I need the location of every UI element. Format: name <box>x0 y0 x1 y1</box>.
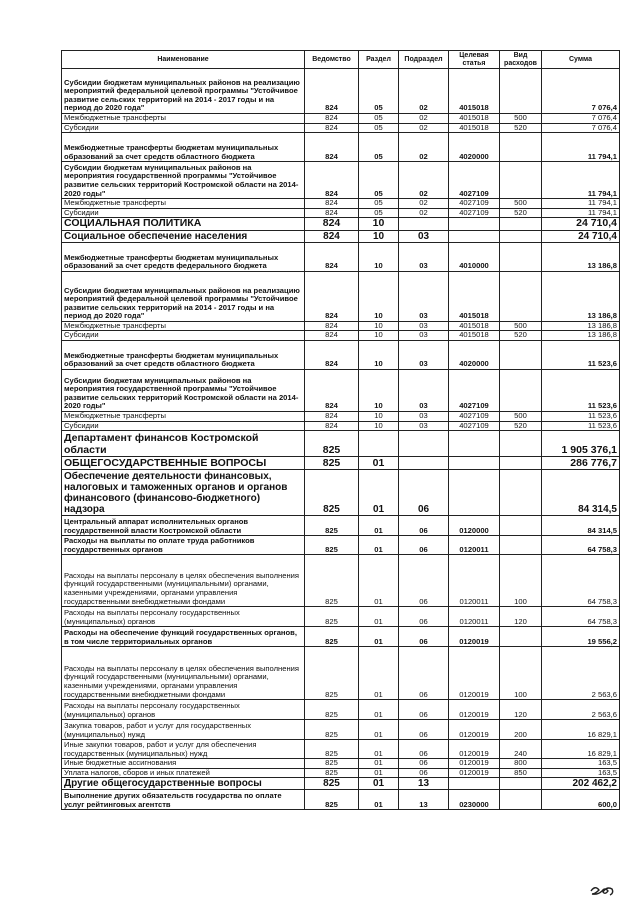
cell-amount: 202 462,2 <box>542 778 620 790</box>
cell-amount: 84 314,5 <box>542 516 620 536</box>
table-row <box>62 341 620 370</box>
cell-department: 824 <box>305 123 359 133</box>
cell-subsection: 03 <box>399 230 449 242</box>
cell-name: Межбюджетные трансферты бюджетам муниципальных образований за счет средств областного бюджета <box>62 133 305 162</box>
cell-section: 01 <box>359 740 399 759</box>
table-row <box>62 271 620 321</box>
table-row <box>62 720 620 740</box>
cell-name: Межбюджетные трансферты бюджетам муниципальных образований за счет средств областного бюджета <box>62 341 305 370</box>
cell-section: 01 <box>359 700 399 720</box>
cell-section: 10 <box>359 230 399 242</box>
cell-amount: 16 829,1 <box>542 720 620 740</box>
cell-expense-type <box>500 341 542 370</box>
cell-name: Субсидии <box>62 331 305 341</box>
cell-target-item: 0120019 <box>449 740 500 759</box>
cell-amount: 84 314,5 <box>542 470 620 516</box>
cell-target-item: 4015018 <box>449 331 500 341</box>
cell-subsection: 02 <box>399 208 449 218</box>
cell-target-item: 4027109 <box>449 208 500 218</box>
cell-target-item: 4027109 <box>449 162 500 199</box>
cell-target-item: 4015018 <box>449 321 500 331</box>
cell-subsection: 02 <box>399 123 449 133</box>
cell-department: 824 <box>305 199 359 209</box>
header-expense-type: Вид расходов <box>500 51 542 69</box>
cell-name: Межбюджетные трансферты <box>62 199 305 209</box>
cell-amount: 16 829,1 <box>542 740 620 759</box>
cell-department: 824 <box>305 208 359 218</box>
cell-subsection: 03 <box>399 412 449 422</box>
cell-department: 824 <box>305 242 359 271</box>
cell-expense-type: 520 <box>500 208 542 218</box>
cell-expense-type: 200 <box>500 720 542 740</box>
cell-expense-type: 800 <box>500 759 542 769</box>
cell-name: Уплата налогов, сборов и иных платежей <box>62 768 305 778</box>
cell-section: 01 <box>359 627 399 647</box>
cell-name: Межбюджетные трансферты <box>62 114 305 124</box>
cell-department: 824 <box>305 162 359 199</box>
table-row <box>62 133 620 162</box>
table-row <box>62 370 620 412</box>
table-row <box>62 208 620 218</box>
cell-department: 824 <box>305 114 359 124</box>
cell-expense-type <box>500 230 542 242</box>
header-subsection: Подраздел <box>399 51 449 69</box>
cell-subsection: 06 <box>399 720 449 740</box>
cell-section: 01 <box>359 720 399 740</box>
cell-amount: 11 794,1 <box>542 199 620 209</box>
cell-name: Межбюджетные трансферты <box>62 321 305 331</box>
cell-expense-type: 520 <box>500 421 542 431</box>
header-section: Раздел <box>359 51 399 69</box>
cell-expense-type: 520 <box>500 331 542 341</box>
cell-target-item: 4027109 <box>449 412 500 422</box>
cell-expense-type: 520 <box>500 123 542 133</box>
cell-department: 825 <box>305 720 359 740</box>
cell-expense-type: 120 <box>500 700 542 720</box>
cell-amount: 163,5 <box>542 759 620 769</box>
cell-amount: 11 794,1 <box>542 162 620 199</box>
cell-amount: 11 523,6 <box>542 341 620 370</box>
cell-subsection: 06 <box>399 607 449 627</box>
cell-subsection: 02 <box>399 114 449 124</box>
cell-department: 825 <box>305 536 359 555</box>
cell-subsection: 06 <box>399 768 449 778</box>
cell-subsection: 06 <box>399 470 449 516</box>
cell-name: Расходы на выплаты персоналу в целях обеспечения выполнения функций государственными (муниципальными) органами, казенными учреждениями, органами управления государственными внебюджетными фондами <box>62 555 305 607</box>
table-row <box>62 740 620 759</box>
cell-target-item: 4027109 <box>449 199 500 209</box>
table-row <box>62 199 620 209</box>
cell-name: Иные бюджетные ассигнования <box>62 759 305 769</box>
cell-section: 01 <box>359 555 399 607</box>
cell-section: 05 <box>359 123 399 133</box>
cell-amount: 286 776,7 <box>542 457 620 470</box>
table-header-row <box>62 51 620 69</box>
cell-target-item: 4015018 <box>449 114 500 124</box>
cell-amount: 64 758,3 <box>542 536 620 555</box>
cell-section: 10 <box>359 271 399 321</box>
cell-target-item: 0120019 <box>449 768 500 778</box>
cell-name: Субсидии <box>62 208 305 218</box>
cell-expense-type <box>500 457 542 470</box>
cell-amount: 11 794,1 <box>542 133 620 162</box>
cell-name: Иные закупки товаров, работ и услуг для обеспечения государственных (муниципальных) нужд <box>62 740 305 759</box>
table-row <box>62 768 620 778</box>
cell-department: 824 <box>305 370 359 412</box>
cell-name: Другие общегосударственные вопросы <box>62 778 305 790</box>
cell-department: 825 <box>305 768 359 778</box>
table-row <box>62 114 620 124</box>
cell-name: Расходы на выплаты персоналу государственных (муниципальных) органов <box>62 700 305 720</box>
cell-department: 824 <box>305 271 359 321</box>
cell-department: 825 <box>305 778 359 790</box>
cell-target-item: 4015018 <box>449 271 500 321</box>
cell-amount: 24 710,4 <box>542 230 620 242</box>
cell-target-item: 0120000 <box>449 516 500 536</box>
cell-subsection: 06 <box>399 759 449 769</box>
cell-target-item: 4027109 <box>449 370 500 412</box>
cell-target-item: 4020000 <box>449 341 500 370</box>
cell-section: 05 <box>359 199 399 209</box>
cell-expense-type: 100 <box>500 555 542 607</box>
cell-name: Расходы на выплаты персоналу государственных (муниципальных) органов <box>62 607 305 627</box>
cell-department: 825 <box>305 759 359 769</box>
cell-amount: 2 563,6 <box>542 647 620 700</box>
cell-target-item: 4020000 <box>449 133 500 162</box>
cell-section: 10 <box>359 341 399 370</box>
cell-department: 825 <box>305 516 359 536</box>
header-amount: Сумма <box>542 51 620 69</box>
table-row <box>62 69 620 114</box>
table-row <box>62 647 620 700</box>
cell-name: СОЦИАЛЬНАЯ ПОЛИТИКА <box>62 218 305 231</box>
table-row <box>62 412 620 422</box>
cell-target-item: 0120011 <box>449 555 500 607</box>
cell-subsection: 03 <box>399 321 449 331</box>
cell-section: 01 <box>359 457 399 470</box>
cell-amount: 11 523,6 <box>542 370 620 412</box>
cell-subsection: 03 <box>399 242 449 271</box>
cell-department: 825 <box>305 627 359 647</box>
cell-name: Центральный аппарат исполнительных органов государственной власти Костромской области <box>62 516 305 536</box>
cell-expense-type <box>500 790 542 810</box>
cell-amount: 600,0 <box>542 790 620 810</box>
cell-name: Субсидии <box>62 421 305 431</box>
cell-expense-type <box>500 778 542 790</box>
cell-section: 01 <box>359 470 399 516</box>
cell-target-item: 0120011 <box>449 536 500 555</box>
budget-table <box>61 50 620 810</box>
cell-department: 824 <box>305 412 359 422</box>
cell-subsection: 06 <box>399 555 449 607</box>
table-row <box>62 218 620 231</box>
table-row <box>62 759 620 769</box>
cell-department: 825 <box>305 740 359 759</box>
cell-name: Выполнение других обязательств государства по оплате услуг рейтинговых агентств <box>62 790 305 810</box>
cell-expense-type <box>500 218 542 231</box>
header-target-item: Целевая статья <box>449 51 500 69</box>
cell-subsection: 06 <box>399 516 449 536</box>
cell-target-item: 4027109 <box>449 421 500 431</box>
cell-subsection: 03 <box>399 370 449 412</box>
cell-expense-type <box>500 536 542 555</box>
cell-department: 825 <box>305 470 359 516</box>
cell-section: 10 <box>359 412 399 422</box>
cell-amount: 13 186,8 <box>542 321 620 331</box>
table-row <box>62 778 620 790</box>
cell-department: 824 <box>305 230 359 242</box>
cell-target-item: 0120019 <box>449 700 500 720</box>
cell-subsection: 06 <box>399 700 449 720</box>
cell-amount: 13 186,8 <box>542 271 620 321</box>
cell-target-item: 0230000 <box>449 790 500 810</box>
cell-expense-type: 120 <box>500 607 542 627</box>
cell-target-item <box>449 457 500 470</box>
cell-section: 01 <box>359 759 399 769</box>
cell-department: 824 <box>305 341 359 370</box>
cell-section: 01 <box>359 607 399 627</box>
cell-name: Социальное обеспечение населения <box>62 230 305 242</box>
cell-name: Субсидии бюджетам муниципальных районов на мероприятия государственной программы "Устойчивое развитие сельских территорий Костромской области на 2014-2020 годы" <box>62 162 305 199</box>
cell-amount: 7 076,4 <box>542 114 620 124</box>
cell-name: Обеспечение деятельности финансовых, налоговых и таможенных органов и органов финансового (финансово-бюджетного) надзора <box>62 470 305 516</box>
table-row <box>62 242 620 271</box>
cell-name: Закупка товаров, работ и услуг для государственных (муниципальных) нужд <box>62 720 305 740</box>
cell-name: Расходы на выплаты по оплате труда работников государственных органов <box>62 536 305 555</box>
cell-amount: 1 905 376,1 <box>542 431 620 457</box>
cell-department: 825 <box>305 431 359 457</box>
cell-amount: 2 563,6 <box>542 700 620 720</box>
cell-department: 824 <box>305 421 359 431</box>
cell-subsection: 03 <box>399 271 449 321</box>
cell-subsection <box>399 457 449 470</box>
cell-section: 01 <box>359 516 399 536</box>
cell-subsection: 02 <box>399 162 449 199</box>
cell-name: Субсидии <box>62 123 305 133</box>
cell-department: 824 <box>305 321 359 331</box>
cell-department: 825 <box>305 700 359 720</box>
table-row <box>62 516 620 536</box>
cell-amount: 64 758,3 <box>542 607 620 627</box>
cell-expense-type <box>500 470 542 516</box>
cell-subsection <box>399 218 449 231</box>
table-row <box>62 700 620 720</box>
cell-expense-type <box>500 242 542 271</box>
table-row <box>62 555 620 607</box>
cell-target-item: 4010000 <box>449 242 500 271</box>
cell-target-item: 0120019 <box>449 647 500 700</box>
cell-expense-type <box>500 271 542 321</box>
cell-expense-type <box>500 431 542 457</box>
cell-section: 05 <box>359 162 399 199</box>
cell-name: ОБЩЕГОСУДАРСТВЕННЫЕ ВОПРОСЫ <box>62 457 305 470</box>
cell-expense-type: 100 <box>500 647 542 700</box>
cell-target-item: 0120011 <box>449 607 500 627</box>
cell-amount: 11 523,6 <box>542 421 620 431</box>
cell-department: 824 <box>305 331 359 341</box>
cell-subsection: 03 <box>399 331 449 341</box>
cell-expense-type: 500 <box>500 199 542 209</box>
header-department: Ведомство <box>305 51 359 69</box>
cell-expense-type <box>500 133 542 162</box>
cell-amount: 7 076,4 <box>542 69 620 114</box>
cell-section: 01 <box>359 768 399 778</box>
table-row <box>62 457 620 470</box>
cell-target-item <box>449 470 500 516</box>
cell-amount: 13 186,8 <box>542 242 620 271</box>
table-row <box>62 123 620 133</box>
cell-target-item: 0120019 <box>449 759 500 769</box>
cell-department: 825 <box>305 457 359 470</box>
handwritten-page-number <box>588 877 628 897</box>
table-row <box>62 536 620 555</box>
cell-subsection: 02 <box>399 199 449 209</box>
cell-target-item <box>449 431 500 457</box>
cell-expense-type: 850 <box>500 768 542 778</box>
table-row <box>62 627 620 647</box>
table-row <box>62 230 620 242</box>
cell-department: 824 <box>305 69 359 114</box>
cell-section: 05 <box>359 208 399 218</box>
table-row <box>62 331 620 341</box>
cell-section: 01 <box>359 536 399 555</box>
cell-subsection: 02 <box>399 69 449 114</box>
cell-target-item <box>449 218 500 231</box>
cell-expense-type <box>500 69 542 114</box>
cell-section: 10 <box>359 370 399 412</box>
cell-subsection: 13 <box>399 778 449 790</box>
cell-name: Расходы на выплаты персоналу в целях обеспечения выполнения функций государственными (муниципальными) органами, казенными учреждениями, органами управления государственными внебюджетными фондами <box>62 647 305 700</box>
cell-subsection <box>399 431 449 457</box>
cell-target-item: 0120019 <box>449 720 500 740</box>
cell-section: 10 <box>359 421 399 431</box>
cell-expense-type <box>500 162 542 199</box>
cell-subsection: 06 <box>399 536 449 555</box>
cell-section: 01 <box>359 778 399 790</box>
table-row <box>62 607 620 627</box>
cell-subsection: 06 <box>399 627 449 647</box>
cell-target-item <box>449 778 500 790</box>
cell-amount: 13 186,8 <box>542 331 620 341</box>
cell-expense-type <box>500 627 542 647</box>
cell-department: 824 <box>305 133 359 162</box>
cell-section: 10 <box>359 331 399 341</box>
cell-department: 825 <box>305 607 359 627</box>
table-row <box>62 162 620 199</box>
cell-name: Межбюджетные трансферты <box>62 412 305 422</box>
cell-name: Межбюджетные трансферты бюджетам муниципальных образований за счет средств федерального бюджета <box>62 242 305 271</box>
table-body <box>62 69 620 810</box>
cell-amount: 163,5 <box>542 768 620 778</box>
table-row <box>62 790 620 810</box>
cell-section: 05 <box>359 133 399 162</box>
table-row <box>62 431 620 457</box>
table-row <box>62 470 620 516</box>
cell-name: Субсидии бюджетам муниципальных районов на реализацию мероприятий федеральной целевой программы "Устойчивое развитие сельских территорий на 2014 - 2017 годы и на период до 2020 года" <box>62 271 305 321</box>
cell-subsection: 06 <box>399 647 449 700</box>
cell-expense-type <box>500 370 542 412</box>
cell-subsection: 03 <box>399 421 449 431</box>
cell-subsection: 13 <box>399 790 449 810</box>
cell-expense-type: 240 <box>500 740 542 759</box>
cell-target-item: 0120019 <box>449 627 500 647</box>
cell-amount: 24 710,4 <box>542 218 620 231</box>
header-name: Наименование <box>62 51 305 69</box>
cell-section: 01 <box>359 790 399 810</box>
cell-department: 824 <box>305 218 359 231</box>
cell-target-item: 4015018 <box>449 69 500 114</box>
cell-expense-type: 500 <box>500 321 542 331</box>
cell-department: 825 <box>305 555 359 607</box>
cell-amount: 11 523,6 <box>542 412 620 422</box>
cell-amount: 7 076,4 <box>542 123 620 133</box>
cell-section: 05 <box>359 114 399 124</box>
cell-section: 10 <box>359 321 399 331</box>
cell-name: Субсидии бюджетам муниципальных районов на реализацию мероприятий федеральной целевой программы "Устойчивое развитие сельских территорий на 2014 - 2017 годы и на период до 2020 года" <box>62 69 305 114</box>
cell-subsection: 03 <box>399 341 449 370</box>
cell-department: 825 <box>305 647 359 700</box>
cell-subsection: 06 <box>399 740 449 759</box>
cell-section: 10 <box>359 218 399 231</box>
cell-subsection: 02 <box>399 133 449 162</box>
cell-target-item: 4015018 <box>449 123 500 133</box>
cell-name: Субсидии бюджетам муниципальных районов на мероприятия государственной программы "Устойчивое развитие сельских территорий Костромской области на 2014-2020 годы" <box>62 370 305 412</box>
table-row <box>62 321 620 331</box>
cell-amount: 64 758,3 <box>542 555 620 607</box>
cell-amount: 11 794,1 <box>542 208 620 218</box>
cell-target-item <box>449 230 500 242</box>
cell-name: Департамент финансов Костромской области <box>62 431 305 457</box>
cell-department: 825 <box>305 790 359 810</box>
cell-section: 01 <box>359 647 399 700</box>
cell-expense-type: 500 <box>500 412 542 422</box>
cell-expense-type <box>500 516 542 536</box>
cell-section: 05 <box>359 69 399 114</box>
cell-expense-type: 500 <box>500 114 542 124</box>
cell-amount: 19 556,2 <box>542 627 620 647</box>
cell-section: 10 <box>359 242 399 271</box>
cell-name: Расходы на обеспечение функций государственных органов, в том числе территориальных органов <box>62 627 305 647</box>
cell-section <box>359 431 399 457</box>
table-row <box>62 421 620 431</box>
